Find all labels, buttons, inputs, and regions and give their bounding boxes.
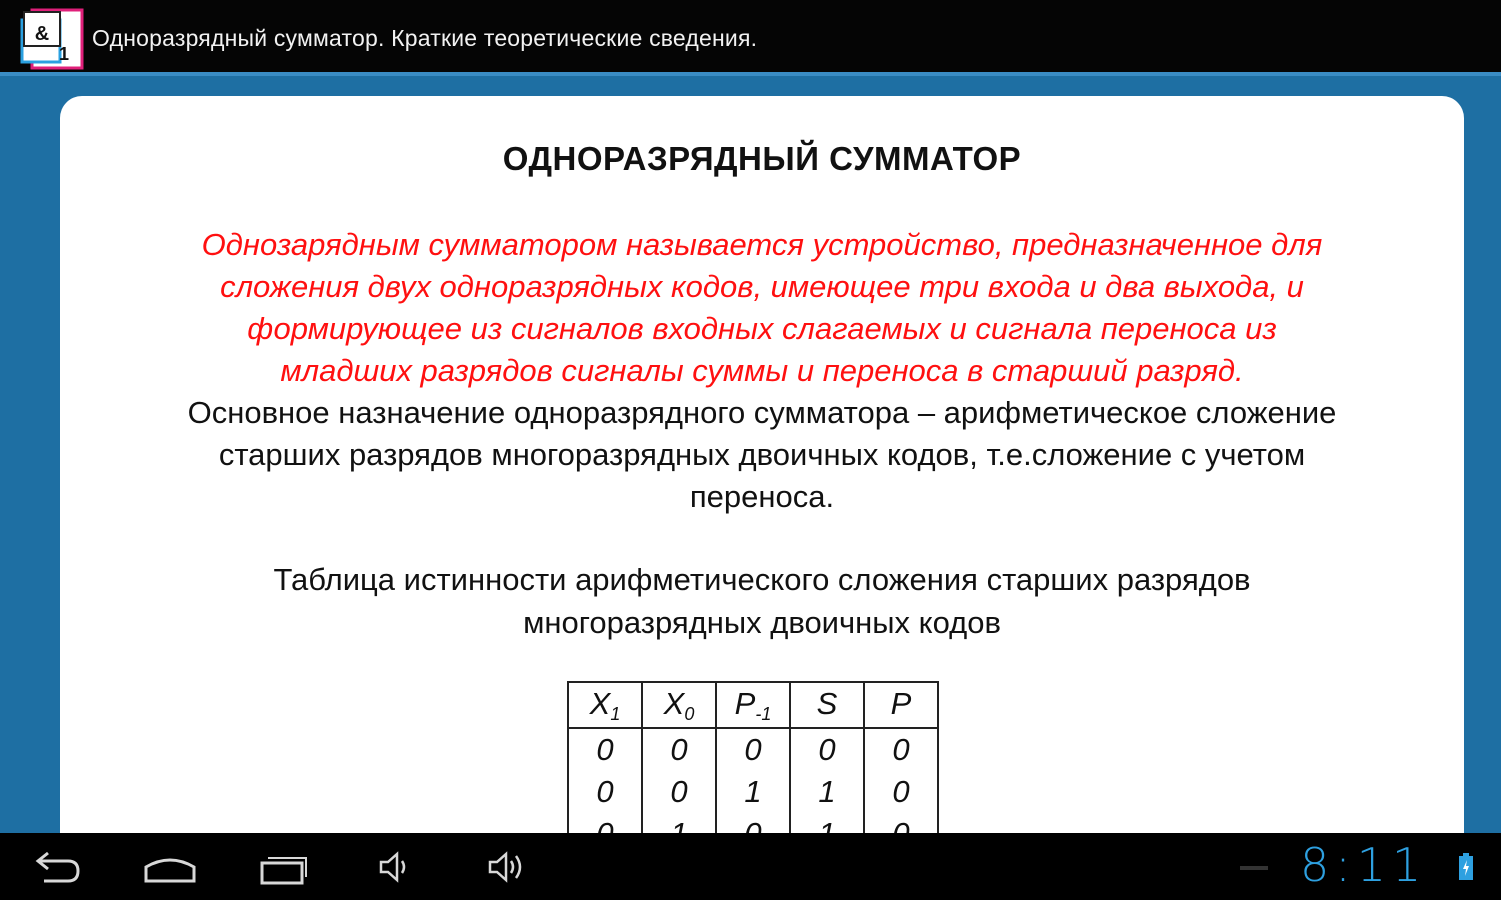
description-line: переноса. xyxy=(689,479,835,514)
table-cell: 0 xyxy=(642,771,716,813)
page-heading: ОДНОРАЗРЯДНЫЙ СУММАТОР xyxy=(502,140,1022,177)
header-s: S xyxy=(790,682,864,728)
description-text xyxy=(72,392,1452,518)
table-cell: 0 xyxy=(864,728,938,771)
definition-line: сложения двух одноразрядных кодов, имеющее три входа и два выхода, и xyxy=(220,269,1304,304)
logic-and-one-icon[interactable] xyxy=(20,8,84,70)
table-row xyxy=(568,728,938,771)
truth-table xyxy=(567,681,939,855)
volume-down-icon[interactable] xyxy=(375,847,415,887)
notification-divider xyxy=(1240,866,1268,870)
table-cell: 0 xyxy=(568,728,642,771)
table-cell: 0 xyxy=(568,771,642,813)
table-row xyxy=(568,771,938,813)
table-cell: 0 xyxy=(790,728,864,771)
table-cell: 0 xyxy=(716,728,790,771)
back-icon[interactable] xyxy=(30,847,84,887)
content-panel xyxy=(60,96,1464,833)
table-caption xyxy=(100,558,1424,644)
definition-line: формирующее из сигналов входных слагаемых и сигнала переноса из xyxy=(247,311,1277,346)
recent-apps-icon[interactable] xyxy=(256,847,312,887)
system-navigation-bar xyxy=(0,833,1501,900)
action-bar xyxy=(0,0,1501,76)
app-title: Одноразрядный сумматор. Краткие теоретические сведения. xyxy=(92,25,758,51)
definition-line: Однозарядным сумматором называется устройство, предназначенное для xyxy=(201,227,1323,262)
status-clock[interactable]: 8:11 xyxy=(1300,838,1428,892)
svg-text:&: & xyxy=(34,23,50,45)
header-p: P xyxy=(864,682,938,728)
table-cell: 0 xyxy=(864,771,938,813)
caption-line: Таблица истинности арифметического сложения старших разрядов xyxy=(273,562,1251,597)
volume-up-icon[interactable] xyxy=(484,847,530,887)
table-cell: 1 xyxy=(790,771,864,813)
header-p-minus1: $P_{-1}$ xyxy=(716,682,790,728)
definition-line: младших разрядов сигналы суммы и переноса в старший разряд. xyxy=(280,353,1244,388)
table-cell: 1 xyxy=(716,771,790,813)
description-line: Основное назначение одноразрядного сумматора – арифметическое сложение xyxy=(187,395,1337,430)
caption-line: многоразрядных двоичных кодов xyxy=(523,605,1001,640)
header-x0: $X_0$ xyxy=(642,682,716,728)
truth-table-header-row xyxy=(568,682,938,728)
header-x1: $X_1$ xyxy=(568,682,642,728)
battery-icon xyxy=(1458,853,1474,881)
description-line: старших разрядов многоразрядных двоичных кодов, т.е.сложение с учетом xyxy=(218,437,1306,472)
home-icon[interactable] xyxy=(140,847,200,887)
table-cell: 0 xyxy=(642,728,716,771)
svg-text:1: 1 xyxy=(58,44,70,64)
definition-text xyxy=(80,224,1444,392)
